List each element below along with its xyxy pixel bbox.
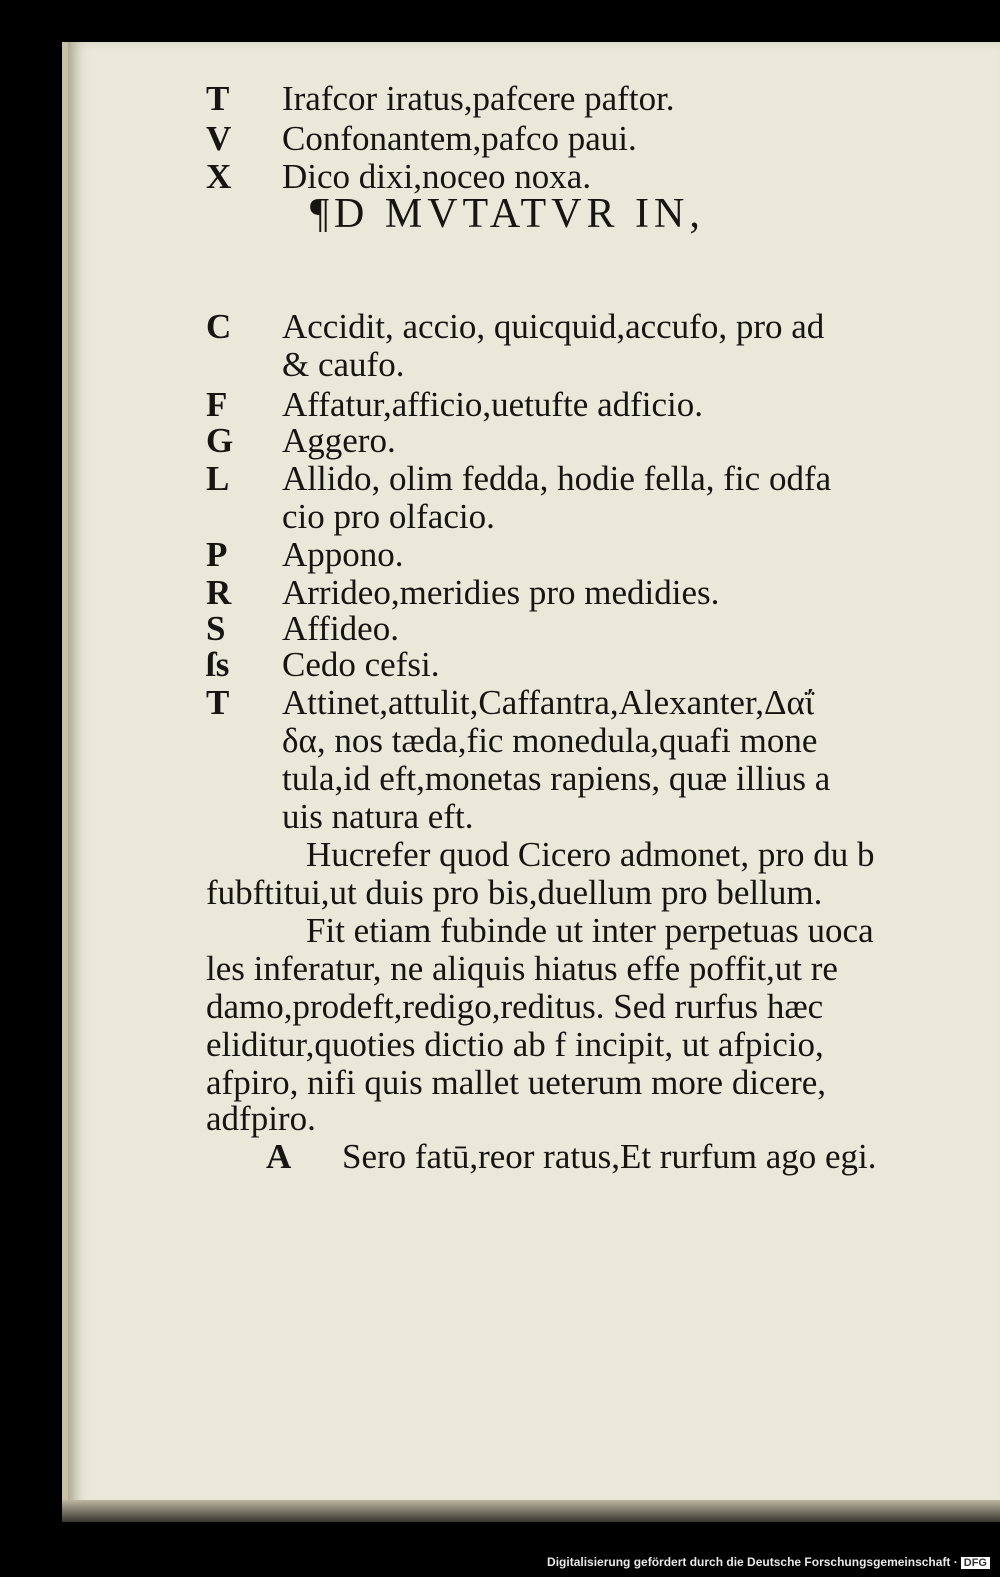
entry-text: Cedo cefsi. xyxy=(282,645,440,684)
entry-continuation: uis natura eft. xyxy=(282,797,474,836)
entry-letter: T xyxy=(206,683,230,722)
entry-letter: F xyxy=(206,385,228,424)
entry-letter: T xyxy=(206,79,230,118)
entry-text: Accidit, accio, quicquid,accufo, pro ad xyxy=(282,307,825,346)
entry-continuation: cio pro olfacio. xyxy=(282,497,495,536)
paragraph-line: adfpiro. xyxy=(206,1099,316,1138)
paragraph-line: afpiro, nifi quis mallet ueterum more dicere, xyxy=(206,1063,827,1102)
section-heading: ¶D MVTATVR IN, xyxy=(310,191,705,237)
paragraph-line: Fit etiam fubinde ut inter perpetuas uoca xyxy=(306,911,874,950)
entry-letter: G xyxy=(206,421,234,460)
entry-text: Appono. xyxy=(282,535,404,574)
paragraph-line: damo,prodeft,redigo,reditus. Sed rurfus hæc xyxy=(206,987,824,1026)
dfg-logo: DFG xyxy=(961,1557,990,1569)
entry-continuation: & caufo. xyxy=(282,345,405,384)
entry-letter: X xyxy=(206,157,232,196)
entry-letter: ſs xyxy=(206,645,230,684)
entry-text: Affideo. xyxy=(282,609,399,648)
entry-text: Sero fatū,reor ratus,Et rurfum ago egi. xyxy=(342,1137,877,1176)
entry-letter: A xyxy=(266,1137,292,1176)
entry-text: Allido, olim fedda, hodie fella, fic odfa xyxy=(282,459,832,498)
entry-letter: L xyxy=(206,459,230,498)
entry-text: Affatur,afficio,uetufte adficio. xyxy=(282,385,704,424)
paragraph-line: eliditur,quoties dictio ab f incipit, ut afpicio, xyxy=(206,1025,824,1064)
entry-text: Irafcor iratus,pafcere paftor. xyxy=(282,79,675,118)
entry-text: Arrideo,meridies pro medidies. xyxy=(282,573,720,612)
entry-continuation: δα, nos tæda,fic monedula,quafi mone xyxy=(282,721,818,760)
digitization-credit xyxy=(547,1555,990,1569)
entry-text: Aggero. xyxy=(282,421,396,460)
paragraph-line: fubftitui,ut duis pro bis,duellum pro bellum. xyxy=(206,873,823,912)
entry-letter: P xyxy=(206,535,228,574)
entry-text: Dico dixi,noceo noxa. xyxy=(282,157,592,196)
credit-text: Digitalisierung gefördert durch die Deutsche Forschungsgemeinschaft · xyxy=(547,1555,958,1569)
entry-letter: S xyxy=(206,609,226,648)
paragraph-line: Hucrefer quod Cicero admonet, pro du b xyxy=(306,835,875,874)
paragraph-line: les inferatur, ne aliquis hiatus effe poffit,ut re xyxy=(206,949,838,988)
entry-letter: R xyxy=(206,573,232,612)
entry-letter: C xyxy=(206,307,232,346)
entry-letter: V xyxy=(206,119,232,158)
entry-continuation: tula,id eft,monetas rapiens, quæ illius a xyxy=(282,759,831,798)
entry-text: Confonantem,pafco paui. xyxy=(282,119,637,158)
entry-text: Attinet,attulit,Caffantra,Alexanter,Δαΐ xyxy=(282,683,815,722)
